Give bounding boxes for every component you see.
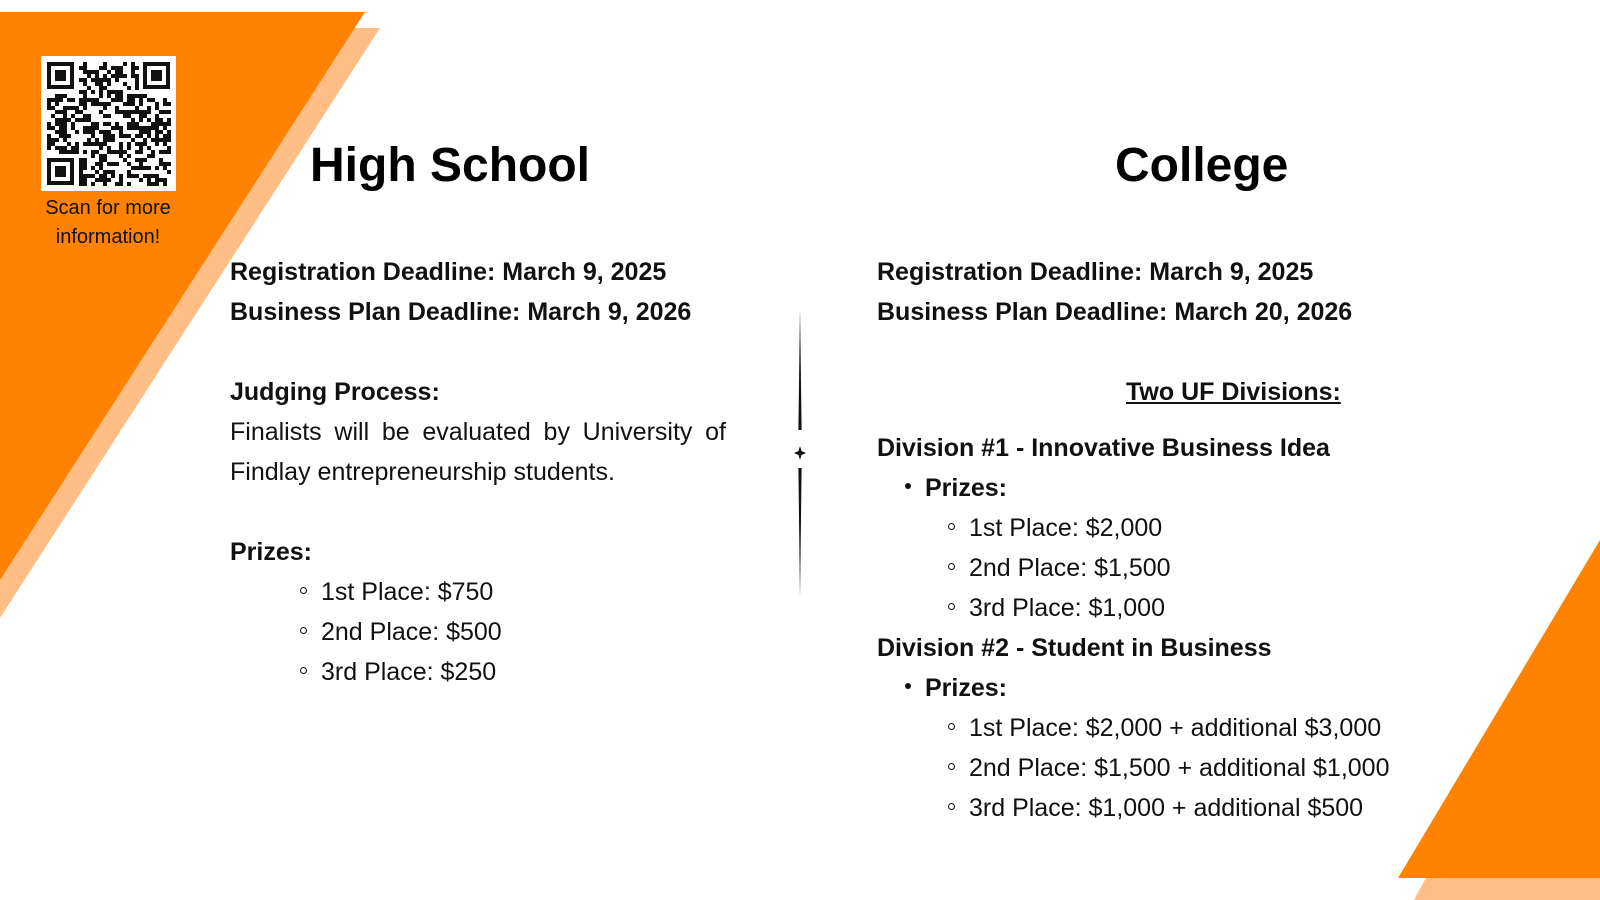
division-1-prizes-label: Prizes:	[925, 474, 1007, 502]
division-1-prize-3: 3rd Place: $1,000	[969, 594, 1165, 622]
high-school-title: High School	[310, 139, 590, 192]
division-2-prizes-label: Prizes:	[925, 674, 1007, 702]
college-title: College	[1115, 139, 1289, 192]
qr-caption-line-2: information!	[55, 226, 161, 248]
bottom-right-orange-triangle	[1398, 540, 1600, 878]
hs-prize-item	[300, 652, 496, 692]
bullet-icon	[905, 683, 911, 689]
division-1-prizes-label-row	[905, 468, 1007, 508]
hollow-bullet-icon	[300, 667, 307, 674]
divider-bottom-spike	[798, 468, 801, 598]
division-1-prize-item	[948, 588, 1165, 628]
hollow-bullet-icon	[300, 627, 307, 634]
division-2-prize-1: 1st Place: $2,000 + additional $3,000	[969, 714, 1382, 742]
hs-registration-deadline: Registration Deadline: March 9, 2025	[230, 258, 667, 286]
hs-prize-item	[300, 572, 493, 612]
division-2-prizes-label-row	[905, 668, 1007, 708]
hs-prizes-heading: Prizes:	[230, 538, 312, 566]
division-2-prize-item	[948, 708, 1381, 748]
division-2-prize-3: 3rd Place: $1,000 + additional $500	[969, 794, 1364, 822]
hs-prize-item	[300, 612, 502, 652]
division-2-prize-2: 2nd Place: $1,500 + additional $1,000	[969, 754, 1390, 782]
hollow-bullet-icon	[948, 803, 955, 810]
divider-top-spike	[798, 308, 801, 430]
divider-star-icon	[794, 446, 806, 460]
college-business-plan-deadline: Business Plan Deadline: March 20, 2026	[877, 298, 1353, 326]
hs-prize-1: 1st Place: $750	[321, 578, 494, 606]
hollow-bullet-icon	[948, 603, 955, 610]
qr-code[interactable]	[41, 56, 176, 191]
bullet-icon	[905, 483, 911, 489]
hs-business-plan-deadline: Business Plan Deadline: March 9, 2026	[230, 298, 692, 326]
division-2-title: Division #2 - Student in Business	[877, 634, 1272, 662]
hs-judging-text: Finalists will be evaluated by University of Findlay entrepreneurship students.	[230, 418, 726, 486]
hollow-bullet-icon	[948, 763, 955, 770]
division-2-prize-item	[948, 788, 1363, 828]
qr-caption	[28, 194, 188, 252]
division-1-prize-1: 1st Place: $2,000	[969, 514, 1163, 542]
division-1-prize-2: 2nd Place: $1,500	[969, 554, 1171, 582]
hs-judging-heading: Judging Process:	[230, 378, 440, 406]
hollow-bullet-icon	[948, 563, 955, 570]
hollow-bullet-icon	[948, 523, 955, 530]
college-registration-deadline: Registration Deadline: March 9, 2025	[877, 258, 1314, 286]
qr-caption-line-1: Scan for more	[45, 197, 171, 219]
divisions-heading: Two UF Divisions:	[1126, 378, 1341, 406]
column-divider	[792, 308, 808, 598]
division-1-prize-item	[948, 508, 1162, 548]
hs-prize-2: 2nd Place: $500	[321, 618, 502, 646]
hs-prize-3: 3rd Place: $250	[321, 658, 497, 686]
division-1-prize-item	[948, 548, 1171, 588]
hollow-bullet-icon	[948, 723, 955, 730]
division-1-title: Division #1 - Innovative Business Idea	[877, 434, 1330, 462]
qr-code-icon	[41, 56, 176, 191]
division-2-prize-item	[948, 748, 1389, 788]
hollow-bullet-icon	[300, 587, 307, 594]
